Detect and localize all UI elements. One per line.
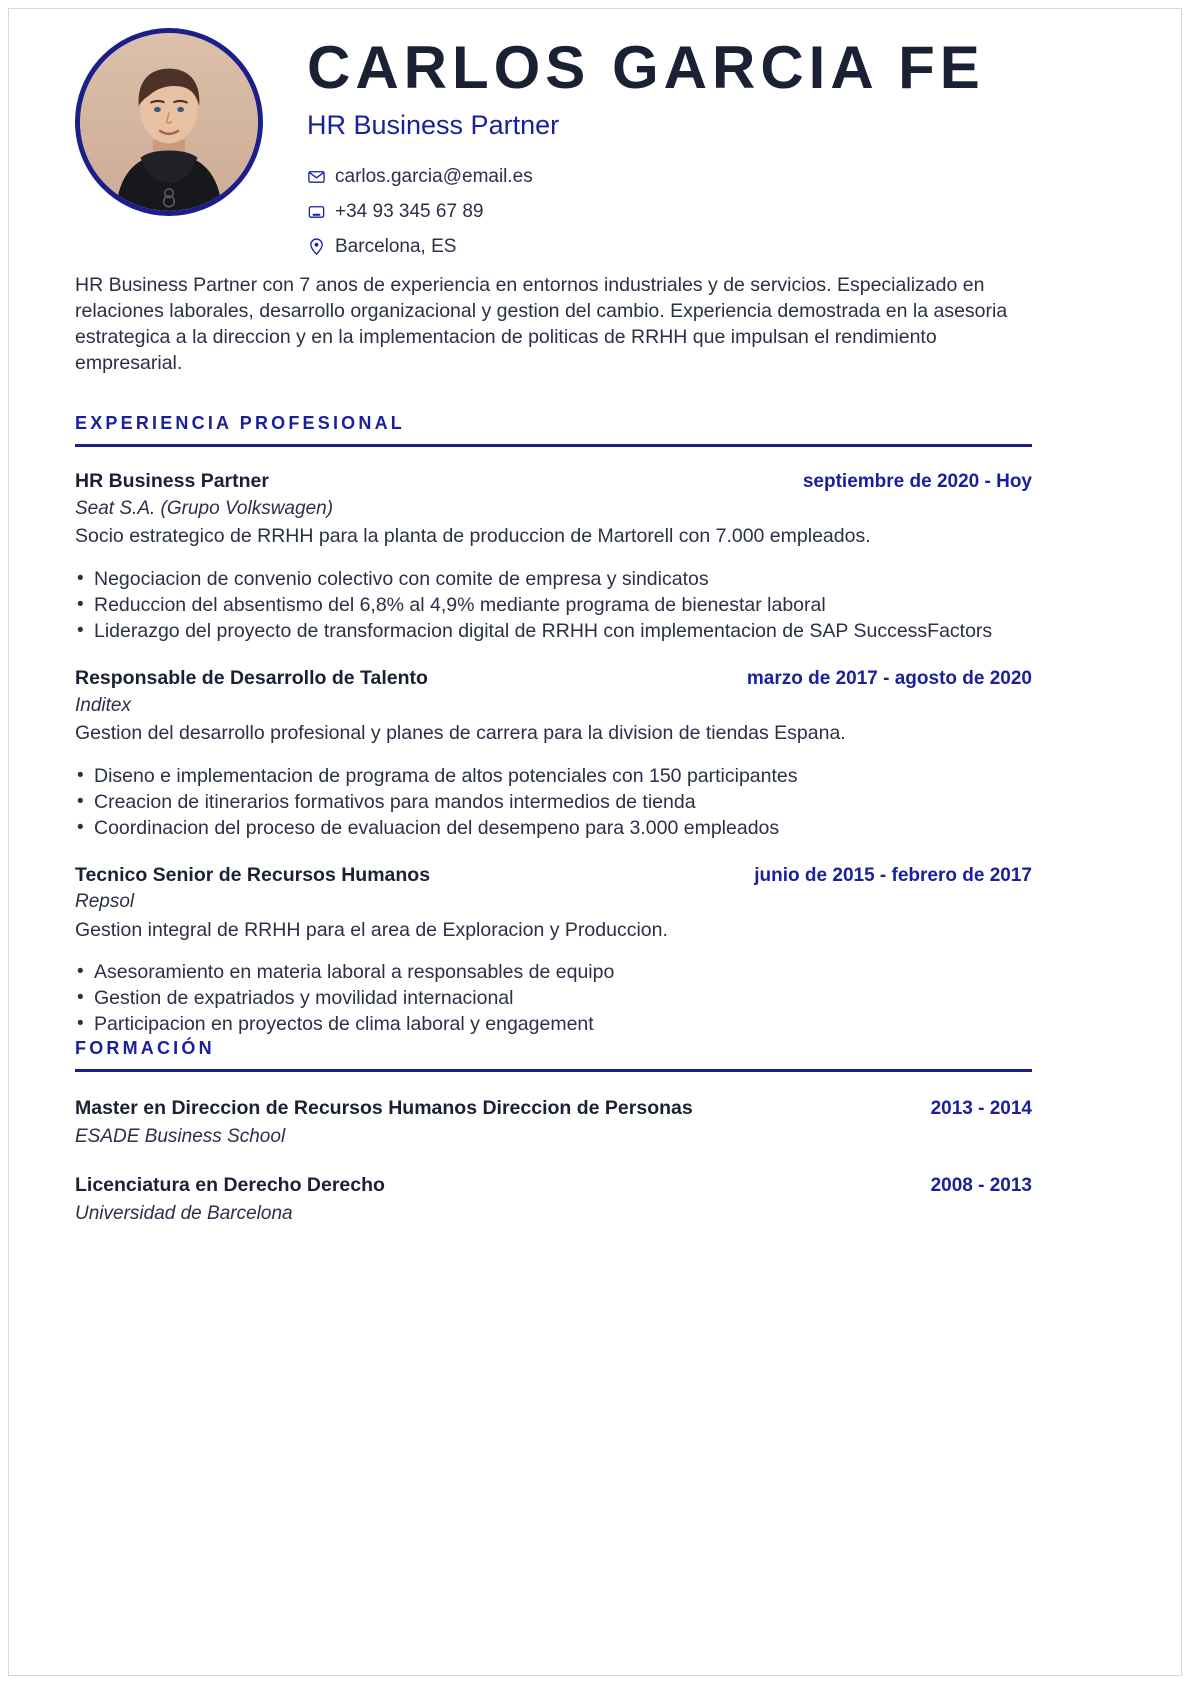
experience-bullet-list: [75, 763, 1032, 841]
experience-description: Gestion del desarrollo profesional y planes de carrera para la division de tiendas Espana.: [75, 722, 846, 745]
education-section: [75, 1038, 1075, 1227]
experience-entry: [75, 666, 1032, 841]
education-entry-head: [75, 1173, 1032, 1198]
list-item: • Asesoramiento en materia laboral a responsables de equipo: [75, 959, 1032, 985]
professional-summary: HR Business Partner con 7 anos de experiencia en entornos industriales y de servicios. Especializado en relaciones laborales, desarrollo organizacional y gestion del cambio. Experiencia demostrada en la asesoria estrategica a la direccion y en la implementacion de politicas de RRHH que impulsan el rendimiento empresarial.: [75, 274, 1008, 374]
contact-email[interactable]: [307, 167, 1190, 186]
experience-entry-head: [75, 469, 1032, 494]
list-item: • Liderazgo del proyecto de transformacion digital de RRHH con implementacion de SAP SuccessFactors: [75, 618, 1032, 644]
list-item: • Creacion de itinerarios formativos para mandos intermedios de tienda: [75, 789, 1032, 815]
education-dates: 2013 - 2014: [930, 1098, 1032, 1119]
page-title: CARLOS GARCIA FE: [307, 34, 985, 101]
list-item: • Reduccion del absentismo del 6,8% al 4,9% mediante programa de bienestar laboral: [75, 592, 1032, 618]
profile-photo-illustration: [80, 33, 258, 211]
experience-description: Gestion integral de RRHH para el area de Exploracion y Produccion.: [75, 918, 668, 941]
list-item: • Coordinacion del proceso de evaluacion del desempeno para 3.000 empleados: [75, 815, 1032, 841]
experience-organization: Inditex: [75, 694, 131, 716]
experience-section-title: EXPERIENCIA PROFESIONAL: [75, 413, 405, 433]
experience-bullet-list: [75, 566, 1032, 644]
education-entry: [75, 1173, 1032, 1226]
phone-icon: [307, 202, 326, 221]
contact-phone[interactable]: [307, 202, 1190, 221]
education-school: ESADE Business School: [75, 1125, 286, 1147]
location-pin-icon: [307, 237, 326, 256]
contact-email-text: carlos.garcia@email.es: [335, 166, 533, 188]
list-item: • Diseno e implementacion de programa de altos potenciales con 150 participantes: [75, 763, 1032, 789]
experience-dates: junio de 2015 - febrero de 2017: [754, 864, 1032, 886]
experience-role: Responsable de Desarrollo de Talento: [75, 666, 428, 689]
experience-entry-head: [75, 863, 1032, 888]
experience-entry-head: [75, 666, 1032, 691]
resume-content: [75, 0, 1115, 1225]
education-entry-head: [75, 1096, 1032, 1121]
experience-role: Tecnico Senior de Recursos Humanos: [75, 863, 431, 886]
experience-description: Socio estrategico de RRHH para la planta de produccion de Martorell con 7.000 empleados.: [75, 525, 871, 548]
contact-list: [307, 167, 1190, 256]
experience-dates: septiembre de 2020 - Hoy: [802, 471, 1032, 492]
avatar: [75, 28, 263, 216]
envelope-icon: [307, 167, 326, 186]
resume-header: [75, 0, 1115, 374]
experience-section-rule: [75, 444, 1032, 447]
contact-location[interactable]: [307, 237, 1190, 256]
experience-role: HR Business Partner: [75, 470, 269, 492]
contact-phone-text: +34 93 345 67 89: [335, 201, 484, 223]
experience-entry: [75, 863, 1032, 1038]
experience-organization: Repsol: [75, 891, 135, 913]
contact-location-text: Barcelona, ES: [335, 236, 457, 258]
education-school: Universidad de Barcelona: [75, 1203, 293, 1225]
experience-bullet-list: [75, 959, 1032, 1037]
education-dates: 2008 - 2013: [930, 1175, 1032, 1197]
experience-organization: Seat S.A. (Grupo Volkswagen): [75, 497, 334, 519]
experience-section: [75, 413, 1075, 1037]
education-degree: Master en Direccion de Recursos Humanos Direccion de Personas: [75, 1097, 693, 1119]
list-item: • Participacion en proyectos de clima laboral y engagement: [75, 1011, 1032, 1037]
experience-entry: [75, 469, 1032, 644]
education-degree: Licenciatura en Derecho Derecho: [75, 1174, 385, 1197]
list-item: • Gestion de expatriados y movilidad internacional: [75, 985, 1032, 1011]
header-job-title: HR Business Partner: [307, 109, 560, 140]
education-entry: [75, 1096, 1032, 1149]
header-main: [307, 36, 1190, 272]
experience-dates: marzo de 2017 - agosto de 2020: [746, 667, 1032, 689]
education-section-title: FORMACIÓN: [75, 1038, 215, 1058]
list-item: • Negociacion de convenio colectivo con comite de empresa y sindicatos: [75, 566, 1032, 592]
education-section-rule: [75, 1069, 1032, 1072]
